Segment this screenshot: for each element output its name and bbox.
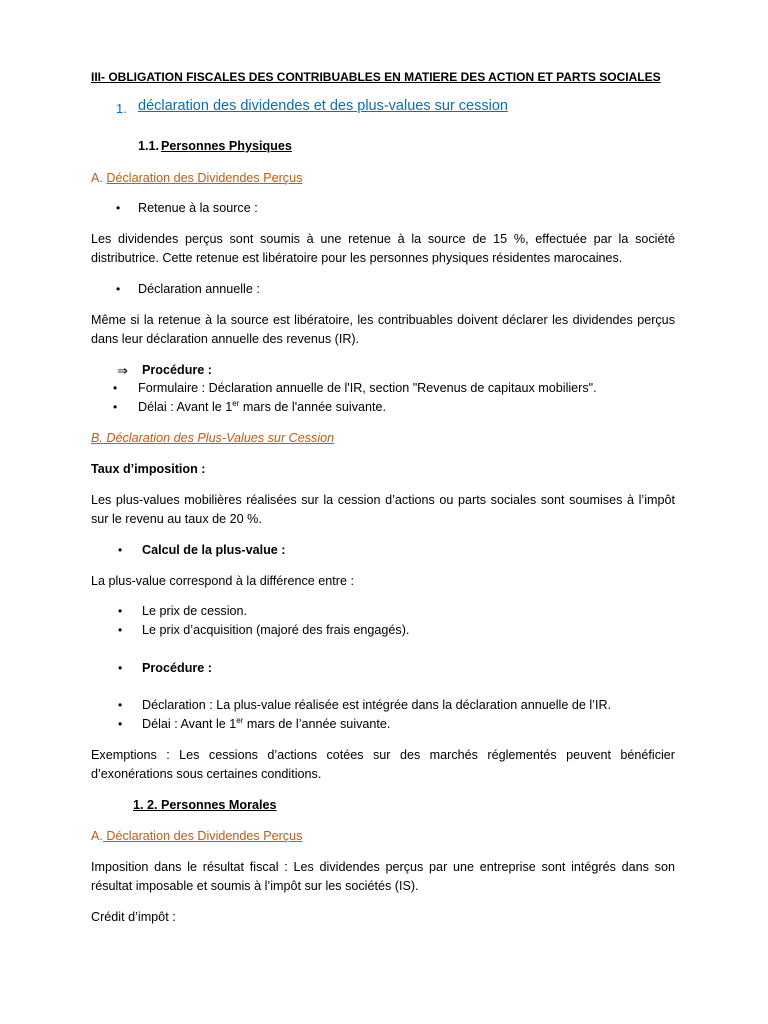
section-a2-text: Déclaration des Dividendes Perçus bbox=[102, 829, 303, 843]
section-a-heading bbox=[91, 169, 675, 188]
retenue-label: Retenue à la source : bbox=[138, 201, 258, 215]
section-title: III- OBLIGATION FISCALES DES CONTRIBUABLES EN MATIERE DES ACTION ET PARTS SOCIALES bbox=[91, 70, 661, 84]
heading-1-number: 1. bbox=[116, 101, 127, 116]
bullet-icon: • bbox=[118, 717, 123, 731]
paragraph-imposition: Imposition dans le résultat fiscal : Les dividendes perçus par une entreprise sont intégrés dans son résultat imposable et soumis à l’impôt sur les sociétés (IS). bbox=[91, 860, 675, 893]
paragraph-taux: Les plus-values mobilières réalisées sur la cession d’actions ou parts sociales sont soumises à l’impôt sur le revenu au taux de 20 %. bbox=[91, 493, 675, 526]
procedure-2-label: Procédure : bbox=[142, 661, 212, 675]
delai-text-post: mars de l'année suivante. bbox=[239, 400, 387, 414]
bullet-icon: • bbox=[116, 282, 121, 296]
section-b-prefix: B. bbox=[91, 431, 103, 445]
bullet-icon: • bbox=[113, 381, 118, 395]
procedure-1-item bbox=[138, 398, 386, 417]
delai-text-pre: Délai : Avant le 1 bbox=[142, 717, 237, 731]
bullet-icon: • bbox=[118, 543, 123, 557]
procedure-2-item: Déclaration : La plus-value réalisée est intégrée dans la déclaration annuelle de l’IR. bbox=[142, 698, 612, 712]
credit-label: Crédit d’impôt : bbox=[91, 910, 176, 924]
bullet-icon: • bbox=[113, 400, 118, 414]
paragraph-exemptions: Exemptions : Les cessions d’actions cotées sur des marchés réglementés peuvent bénéficier d’exonérations sous certaines conditions. bbox=[91, 748, 675, 781]
heading-1-1-number: 1.1. bbox=[138, 139, 160, 153]
bullet-icon: • bbox=[116, 201, 121, 215]
delai-text-post: mars de l’année suivante. bbox=[243, 717, 391, 731]
calcul-item: Le prix de cession. bbox=[142, 604, 248, 618]
procedure-1-label: Procédure : bbox=[142, 363, 212, 377]
arrow-icon: ⇒ bbox=[117, 363, 128, 378]
delai-superscript: er bbox=[232, 398, 240, 408]
bullet-icon: • bbox=[118, 661, 123, 675]
bullet-icon: • bbox=[118, 623, 123, 637]
procedure-1-item: Formulaire : Déclaration annuelle de l'IR, section "Revenus de capitaux mobiliers". bbox=[138, 381, 597, 395]
section-b-text: Déclaration des Plus-Values sur Cession bbox=[102, 431, 335, 445]
heading-1-2: 1. 2. Personnes Morales bbox=[133, 798, 277, 812]
taux-label: Taux d’imposition : bbox=[91, 462, 206, 476]
bullet-icon: • bbox=[118, 698, 123, 712]
section-b-heading bbox=[91, 429, 675, 448]
calcul-item: Le prix d’acquisition (majoré des frais engagés). bbox=[142, 623, 410, 637]
bullet-icon: • bbox=[118, 604, 123, 618]
heading-1-1-text: Personnes Physiques bbox=[161, 139, 292, 153]
section-a2-heading bbox=[91, 827, 675, 846]
procedure-2-item bbox=[142, 715, 390, 734]
section-a2-prefix: A. bbox=[91, 829, 103, 843]
paragraph-declaration: Même si la retenue à la source est libératoire, les contribuables doivent déclarer les dividendes perçus dans leur déclaration annuelle des revenus (IR). bbox=[91, 313, 675, 346]
section-a-prefix: A. bbox=[91, 171, 107, 185]
delai-superscript: er bbox=[236, 715, 244, 725]
calcul-label: Calcul de la plus-value : bbox=[142, 543, 286, 557]
section-a-text: Déclaration des Dividendes Perçus bbox=[106, 171, 303, 185]
paragraph-calcul: La plus-value correspond à la différence entre : bbox=[91, 574, 354, 588]
heading-1-text: déclaration des dividendes et des plus-values sur cession bbox=[138, 98, 508, 114]
declaration-annuelle-label: Déclaration annuelle : bbox=[138, 282, 260, 296]
paragraph-retenue: Les dividendes perçus sont soumis à une retenue à la source de 15 %, effectuée par la société distributrice. Cette retenue est libératoire pour les personnes physiques résidentes marocaines. bbox=[91, 232, 675, 265]
delai-text-pre: Délai : Avant le 1 bbox=[138, 400, 233, 414]
